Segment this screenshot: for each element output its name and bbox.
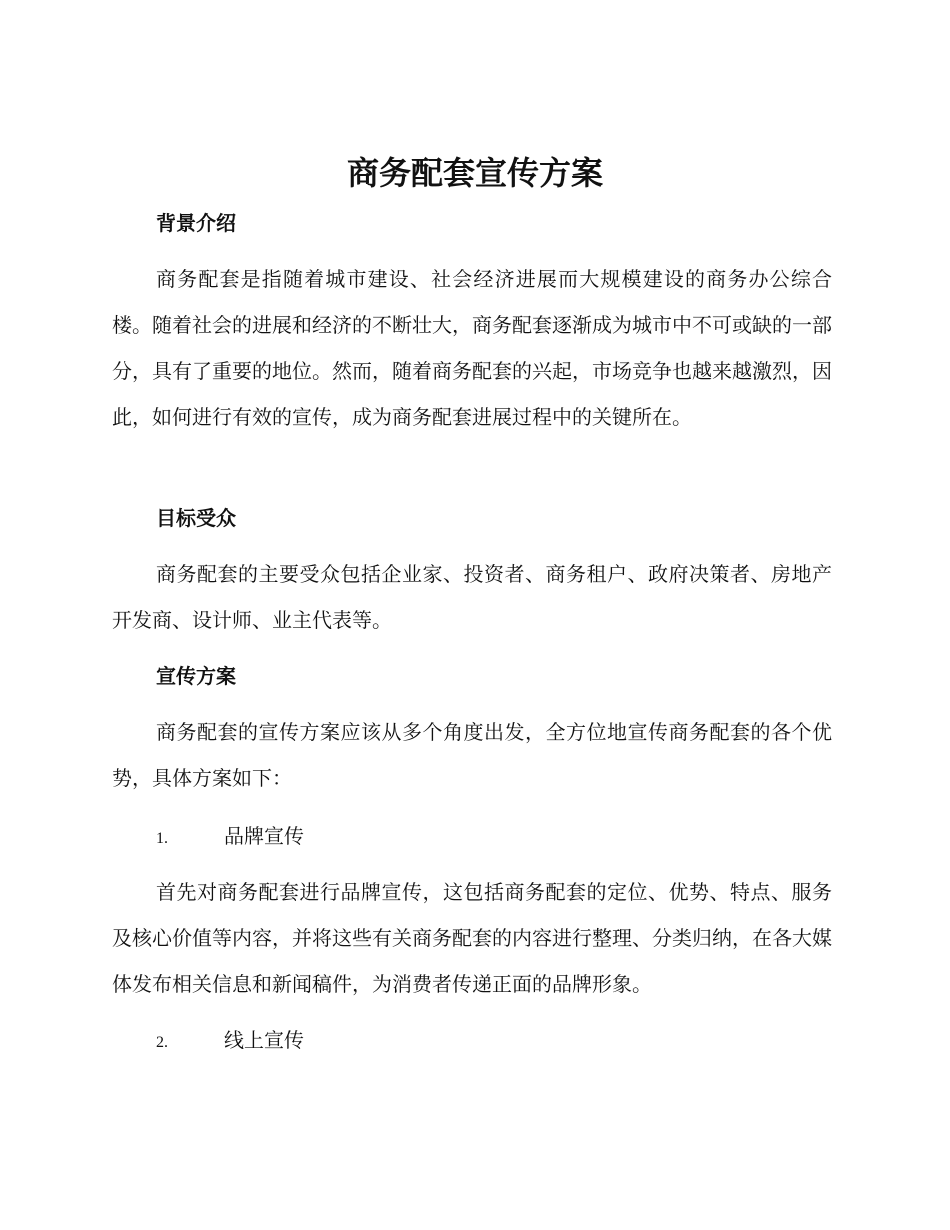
list-label: 线上宣传	[224, 1028, 304, 1052]
section-paragraph-audience: 商务配套的主要受众包括企业家、投资者、商务租户、政府决策者、房地产开发商、设计师、业主代表等。	[112, 562, 832, 632]
list-item-brand	[156, 821, 304, 854]
section-heading-background: 背景介绍	[156, 211, 236, 235]
list-number: 2.	[156, 1034, 168, 1051]
section-paragraph-plan: 商务配套的宣传方案应该从多个角度出发，全方位地宣传商务配套的各个优势，具体方案如下：	[112, 720, 832, 790]
section-heading-plan: 宣传方案	[156, 664, 236, 688]
list-number: 1.	[156, 830, 168, 847]
section-paragraph-background: 商务配套是指随着城市建设、社会经济进展而大规模建设的商务办公综合楼。随着社会的进展和经济的不断壮大，商务配套逐渐成为城市中不可或缺的一部分，具有了重要的地位。然而，随着商务配套的兴起，市场竞争也越来越激烈，因此，如何进行有效的宣传，成为商务配套进展过程中的关键所在。	[112, 267, 832, 429]
list-item-online	[156, 1025, 304, 1058]
section-heading-audience: 目标受众	[156, 506, 236, 530]
list-label: 品牌宣传	[224, 824, 304, 848]
list-paragraph-brand: 首先对商务配套进行品牌宣传，这包括商务配套的定位、优势、特点、服务及核心价值等内容，并将这些有关商务配套的内容进行整理、分类归纳，在各大媒体发布相关信息和新闻稿件，为消费者传递正面的品牌形象。	[112, 880, 832, 996]
document-title: 商务配套宣传方案	[346, 154, 603, 192]
